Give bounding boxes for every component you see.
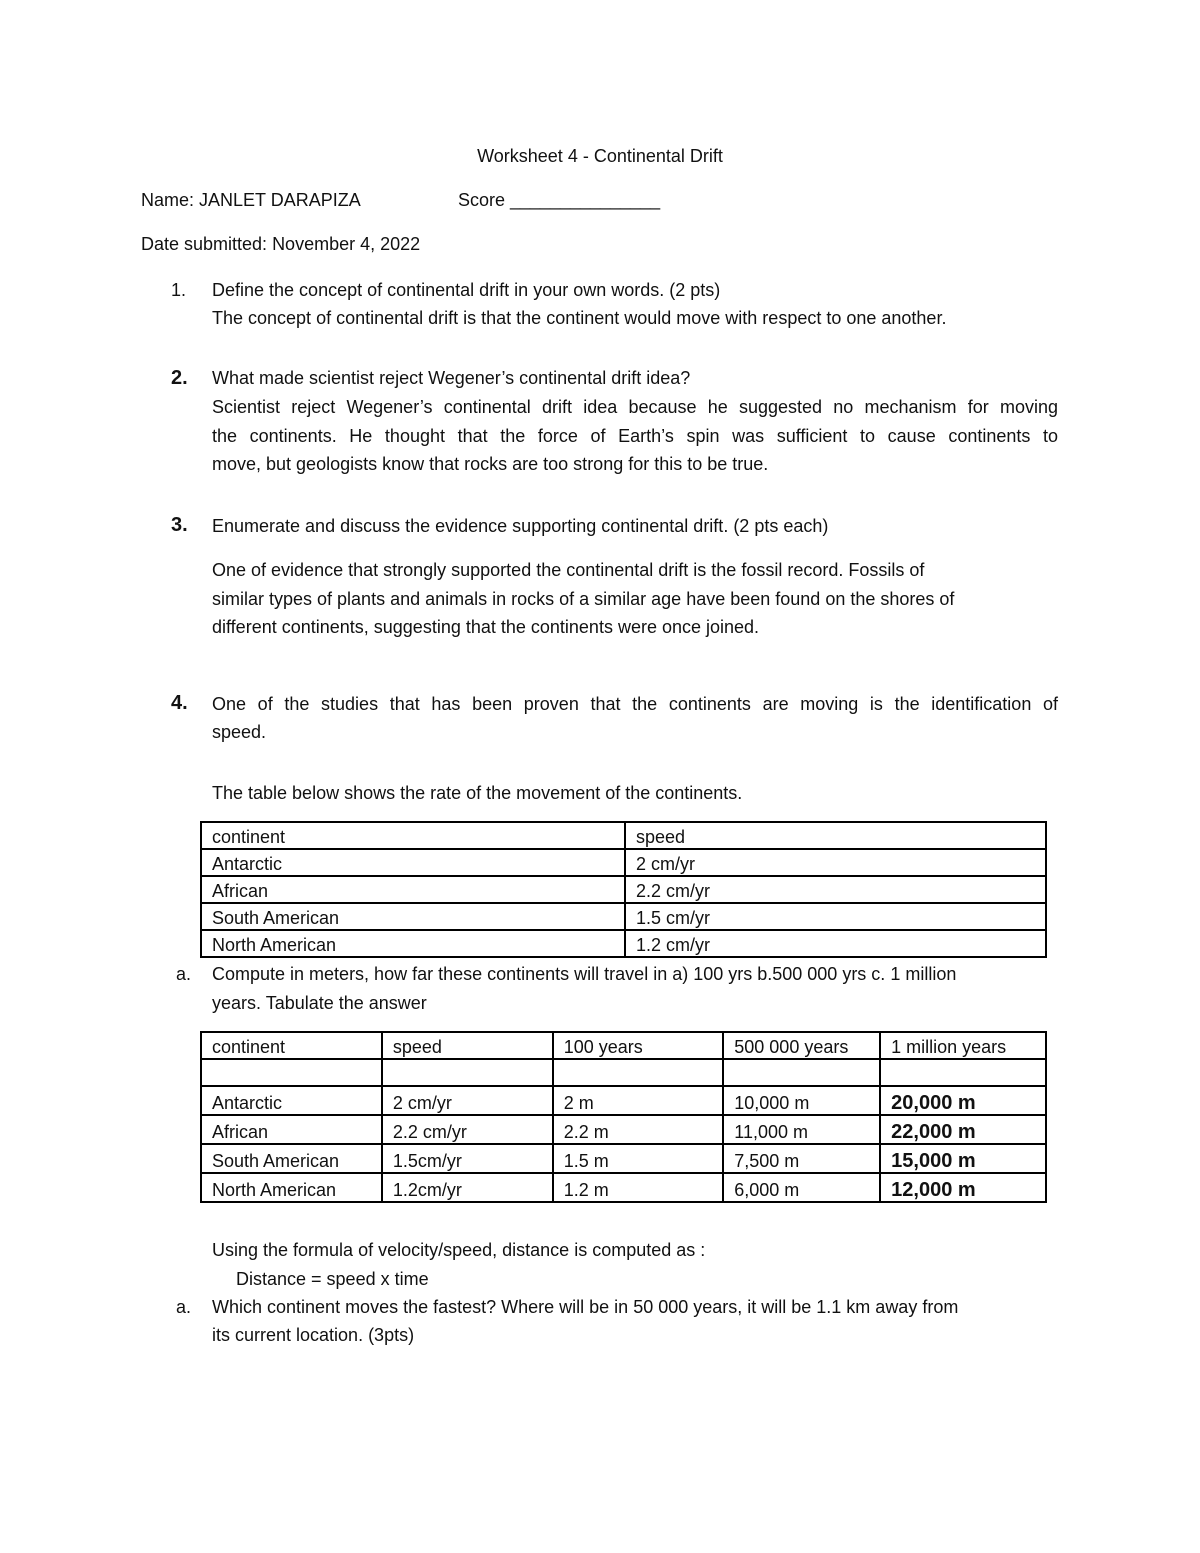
table-cell: North American: [201, 930, 625, 957]
part-a-question-line: its current location. (3pts): [212, 1325, 415, 1345]
table-cell: African: [201, 876, 625, 903]
table-row: [201, 1115, 1046, 1144]
worksheet-title: Worksheet 4 - Continental Drift: [477, 146, 723, 166]
table-cell: 2 cm/yr: [382, 1086, 553, 1115]
question-2-answer-line: Scientist reject Wegener’s continental drift idea because he suggested no mechanism for moving: [212, 397, 1058, 417]
speed-table: [200, 821, 1047, 958]
table-cell: 12,000 m: [880, 1173, 1046, 1202]
table-intro: The table below shows the rate of the movement of the continents.: [212, 783, 743, 803]
table-cell: 2.2 cm/yr: [382, 1115, 553, 1144]
formula-intro: Using the formula of velocity/speed, distance is computed as :: [212, 1240, 706, 1260]
header-cell: 1 million years: [880, 1032, 1046, 1059]
question-3-answer-line: similar types of plants and animals in rocks of a similar age have been found on the shores of: [212, 589, 955, 609]
table-row: [201, 849, 1046, 876]
question-3-answer-line: different continents, suggesting that the continents were once joined.: [212, 617, 760, 637]
table-cell: 10,000 m: [723, 1086, 880, 1115]
header-cell: speed: [382, 1032, 553, 1059]
part-a-text-line: years. Tabulate the answer: [212, 993, 427, 1013]
table-cell: South American: [201, 903, 625, 930]
question-2-text: What made scientist reject Wegener’s continental drift idea?: [212, 368, 691, 388]
table-cell: 2.2 m: [553, 1115, 724, 1144]
question-1-number: 1.: [171, 280, 187, 300]
date-submitted: Date submitted: November 4, 2022: [141, 234, 421, 254]
table-header-row: [201, 1032, 1046, 1059]
table-cell: Antarctic: [201, 849, 625, 876]
question-3-number: 3.: [171, 514, 188, 536]
distance-table: [200, 1031, 1047, 1203]
table-cell: 1.5 cm/yr: [625, 903, 1046, 930]
table-cell: 11,000 m: [723, 1115, 880, 1144]
table-cell: 15,000 m: [880, 1144, 1046, 1173]
empty-cell: [382, 1059, 553, 1086]
part-a-question-line: Which continent moves the fastest? Where will be in 50 000 years, it will be 1.1 km away from: [212, 1297, 959, 1317]
table-row: [201, 903, 1046, 930]
table-cell: African: [201, 1115, 382, 1144]
table-row: [201, 1144, 1046, 1173]
table-cell: 2 cm/yr: [625, 849, 1046, 876]
question-1-answer: The concept of continental drift is that the continent would move with respect to one another.: [212, 308, 947, 328]
header-cell: 500 000 years: [723, 1032, 880, 1059]
question-4-text-line: One of the studies that has been proven that the continents are moving is the identification of: [212, 694, 1058, 714]
header-cell: continent: [201, 822, 625, 849]
empty-cell: [880, 1059, 1046, 1086]
question-3-text: Enumerate and discuss the evidence supporting continental drift. (2 pts each): [212, 516, 829, 536]
question-2-answer-line: move, but geologists know that rocks are too strong for this to be true.: [212, 454, 769, 474]
table-cell: 1.5 m: [553, 1144, 724, 1173]
empty-row: [201, 1059, 1046, 1086]
table-cell: 1.5cm/yr: [382, 1144, 553, 1173]
formula-equation: Distance = speed x time: [236, 1269, 429, 1289]
question-1-text: Define the concept of continental drift in your own words. (2 pts): [212, 280, 721, 300]
table-cell: 1.2cm/yr: [382, 1173, 553, 1202]
part-a-label: a.: [176, 964, 192, 984]
table-row: [201, 876, 1046, 903]
table-cell: North American: [201, 1173, 382, 1202]
table-cell: 6,000 m: [723, 1173, 880, 1202]
part-a-text-line: Compute in meters, how far these continents will travel in a) 100 yrs b.500 000 yrs c. 1 million: [212, 964, 957, 984]
table-cell: 22,000 m: [880, 1115, 1046, 1144]
table-cell: Antarctic: [201, 1086, 382, 1115]
question-2-answer-line: the continents. He thought that the force of Earth’s spin was sufficient to cause continents to: [212, 426, 1058, 446]
table-cell: South American: [201, 1144, 382, 1173]
student-name: Name: JANLET DARAPIZA: [141, 190, 361, 210]
score-field: Score _______________: [458, 190, 661, 210]
header-cell: speed: [625, 822, 1046, 849]
table-cell: 7,500 m: [723, 1144, 880, 1173]
table-cell: 2.2 cm/yr: [625, 876, 1046, 903]
empty-cell: [553, 1059, 724, 1086]
question-4-text-line: speed.: [212, 722, 267, 742]
table-cell: 20,000 m: [880, 1086, 1046, 1115]
question-3-answer-line: One of evidence that strongly supported the continental drift is the fossil record. Fossils of: [212, 560, 925, 580]
empty-cell: [201, 1059, 382, 1086]
empty-cell: [723, 1059, 880, 1086]
part-a-label: a.: [176, 1297, 192, 1317]
table-cell: 2 m: [553, 1086, 724, 1115]
header-cell: 100 years: [553, 1032, 724, 1059]
question-2-number: 2.: [171, 367, 188, 389]
question-4-number: 4.: [171, 692, 188, 714]
table-header-row: [201, 822, 1046, 849]
table-cell: 1.2 m: [553, 1173, 724, 1202]
table-row: [201, 1086, 1046, 1115]
table-row: [201, 930, 1046, 957]
table-cell: 1.2 cm/yr: [625, 930, 1046, 957]
table-row: [201, 1173, 1046, 1202]
header-cell: continent: [201, 1032, 382, 1059]
